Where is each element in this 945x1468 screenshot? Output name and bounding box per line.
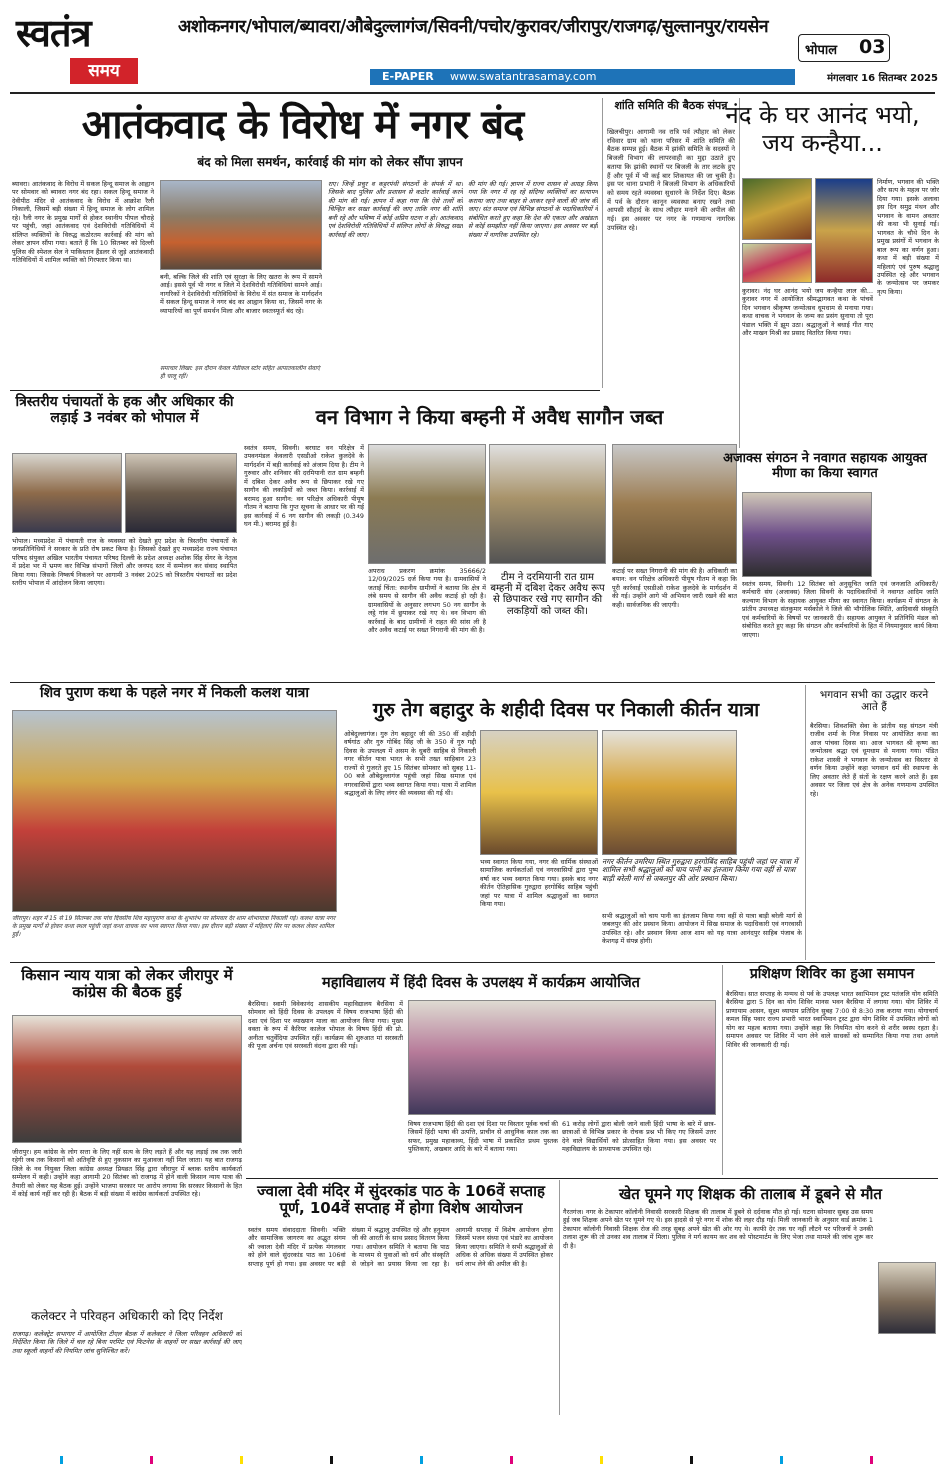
ajak-photo	[742, 492, 872, 577]
kisan-body: जीरापुर। हम कांग्रेस के लोग सत्ता के लिए नहीं सत्य के लिए लड़ते हैं और यह लड़ाई तब तक जारी रहेगी जब तक किसानों को अतिवृष्टि से हुए नुकसान का मुआवजा नहीं मिल जाता। यह बात राजगढ़ जिले के नव नियुक्त जिला कांग्रेस अध्यक्ष प्रियव्रत सिंह द्वारा जीरापुर में ब्लाक स्तरीय कार्यकर्ता सम्मेलन में कही। उन्होंने कहा आगामी 20 सितंबर को राजगढ़ में होने वाली किसान न्याय यात्रा की तैयारी को लेकर यह बैठक हुई। उन्होंने भाजपा सरकार पर आरोप लगाया कि सरकार किसानों के हित में कोई कार्य नहीं कर रही है। बैठक में बड़ी संख्या में कांग्रेस कार्यकर्ता उपस्थित रहे।	[12, 1148, 242, 1199]
logo-line2: समय	[70, 58, 138, 84]
kisan-meeting-photo	[12, 1015, 242, 1143]
reg-mark	[60, 1456, 63, 1464]
hindi-students-photo	[408, 1000, 716, 1115]
col-divider	[805, 685, 806, 960]
masthead-rule	[10, 92, 935, 94]
nand-photo-3	[815, 178, 873, 283]
nand-photo-2	[742, 243, 812, 283]
panchayat-headline: त्रिस्तरीय पंचायतों के हक और अधिकार की लड़ाई 3 नवंबर को भोपाल में	[15, 394, 234, 426]
section-rule	[10, 390, 600, 391]
guru-welcome-photo	[602, 730, 737, 855]
logo-line1: स्वतंत्र	[16, 10, 91, 55]
edition-label: भोपाल	[805, 43, 838, 58]
terror-caption: समाचार लिखा: इस दौरान केवल मेडीकल स्टोर सहित आपातकालीन सेवाएं ही चालू रहीं।	[160, 365, 320, 380]
hindi-body-3: 61 करोड़ लोगों द्वारा बोली जाने वाली हिंदी भाषा के बारे में छात्र-छात्राओं से विभिन्न प्रकार के रोचक प्रश्न भी किए गए जिसमें उत्तर देने वाले विद्यार्थियों को प्रोत्साहित किया गया। इस अवसर पर महाविद्यालय के प्राध्यापक उपस्थित रहे।	[562, 1120, 716, 1154]
guru-kirtan-photo	[480, 730, 598, 855]
reg-mark	[600, 1456, 603, 1464]
forest-officials-photo	[489, 444, 606, 564]
peace-body: खिलचीपुर। आगामी नव रात्रि पर्व त्यौहार को लेकर रविवार ग्राम को थाना परिसर में शांति समिति की बैठक सम्पन्न हुई। बैठक में झांकी समिति के सदस्यों ने बिजली विभाग की लापरवाही का मुद्दा उठाते हुए बताया कि झांकी स्थानों पर बिजली के तार लटके हुए हैं और पूर्व में भी कई बार शिकायत की जा चुकी है। इस पर थाना प्रभारी ने बिजली विभाग के अधिकारियों को समय रहते व्यवस्था सुधारने के निर्देश दिए। बैठक में पर्व के दौरान कानून व्यवस्था बनाए रखने तथा आपसी सौहार्द के साथ त्यौहार मनाने की अपील की गई। इस अवसर पर नगर के गणमान्य नागरिक उपस्थित रहे।	[607, 128, 735, 232]
shiv-caption: जीरापुर। शहर में 15 से 19 सितम्बर तक पांच दिवसीय शिव महापुराण कथा के शुभारंभ पर सोमवार देर शाम शोभायात्रा निकाली गई। कलश यात्रा नगर के प्रमुख मार्गों से होकर कथा स्थल पहुंची जहां कथा वाचक का भव्य स्वागत किया गया। इस दौरान बड़ी संख्या में महिलाएं सिर पर कलश लेकर शामिल हुईं।	[12, 915, 336, 938]
hindi-body-1: बैरसिया। स्वामी विवेकानंद शासकीय महाविद्यालय बैरसिया में सोमवार को हिंदी दिवस के उपलक्ष्य में विषय राजभाषा हिंदी की दशा एवं दिशा पर व्याख्यान माला का आयोजन किया गया। मुख्य वक्ता के रूप में कैरियर कालेज भोपाल के विषय हिंदी की प्रो. अनीता चतुर्वेदिया उपस्थित रहीं। कार्यक्रम की शुरुआत मां सरस्वती की पूजा अर्चना एवं सरस्वती वंदना द्वारा की गई।	[248, 1000, 403, 1051]
terror-rally-photo	[160, 180, 322, 270]
ajak-body: स्वतंत्र समय, सिवनी। 12 सितंबर को अनुसूचित जाति एवं जनजाति अधिकारी/कर्मचारी संघ (अजाक्स) जिला सिवनी के पदाधिकारियों ने नवागत आदिम जाति कल्याण विभाग के सहायक आयुक्त मीणा का स्वागत किया। कार्यक्रम में संगठन के प्रांतीय उपाध्यक्ष संतकुमार मर्सकोले ने जिले की भौगोलिक स्थिति, आदिवासी संस्कृति एवं कर्मचारियों के विषयों पर जानकारी दी। सहायक आयुक्त ने प्रतिनिधि मंडल को संबोधित करते हुए कहा कि संगठन और कर्मचारियों के हित में नियमानुसार कार्य किया जाएगा।	[742, 580, 938, 639]
guru-headline: गुरु तेग बहादुर के शहीदी दिवस पर निकाली कीर्तन यात्रा	[372, 699, 760, 721]
panchayat-photo-1	[12, 453, 122, 533]
panchayat-photo-2	[125, 453, 237, 533]
guru-body-3: सभी श्रद्धालुओं को चाय पानी का इंतजाम किया गया वहीं से यात्रा बाड़ी बरेली मार्ग से जबलपुर की ओर प्रस्थान किया। आयोजन में सिख समाज के पदाधिकारी एवं नगरवासी उपस्थित रहे। और प्रस्थान किया आज शाम को यह यात्रा आनंदपुर साहिब पंजाब के केशगढ़ में संपन्न होगी।	[602, 912, 802, 946]
hindi-headline: महाविद्यालय में हिंदी दिवस के उपलक्ष्य में कार्यक्रम आयोजित	[322, 975, 640, 991]
cities-line: अशोकनगर/भोपाल/ब्यावरा/औबेदुल्लागंज/सिवनी/पचोर/कुरावर/जीरापुर/राजगढ़/सुल्तानपुर/रायसेन	[178, 17, 769, 37]
guru-body-1: ओबेदुल्लागंज। गुरु तेग बहादुर जी की 350 वीं शहीदी वर्षगांठ और गुरु गोबिंद सिंह जी के 350 वें गुरु गद्दी दिवस के उपलक्ष्य में असम के धुबरी साहिब से निकाली नगर कीर्तन यात्रा भारत के सभी तख्त साहिबान 23 राज्यों से गुजरते हुए 15 सितंबर सोमवार को सुबह 11-00 बजे औबेदुल्लागंज पहुंची जहां सिख समाज एवं नगरवासियों द्वारा भव्य स्वागत किया गया। यात्रा में शामिल श्रद्धालुओं के लिए लंगर की व्यवस्था की गई थी।	[344, 730, 476, 798]
guru-body-2: भव्य स्वागत किया गया, नगर की धार्मिक संस्थाओं सामाजिक कार्यकर्ताओं एवं नगरवासियों द्वारा पुष्प वर्षा कर भव्य स्वागत किया गया। इसके बाद नगर कीर्तन ऐतिहासिक गुरुद्वारा हरगोबिंद साहिब पहुंची जहां पर यात्रा में शामिल श्रद्धालुओं का स्वागत किया गया।	[480, 858, 598, 909]
section-rule	[10, 962, 935, 963]
forest-team-photo	[368, 444, 486, 564]
col-divider	[722, 965, 723, 1175]
nand-body-1: कुरावर। नंद घर आनंद भयो जय कन्हैया लाल की... कुरावर नगर में आयोजित श्रीमद्भागवत कथा के पांचवें दिन भगवान श्रीकृष्ण जन्मोत्सव धूमधाम से मनाया गया। कथा वाचक ने भगवान के जन्म का प्रसंग सुनाया तो पूरा पंडाल भक्ति में झूम उठा। श्रद्धालुओं ने बधाई गीत गाए और माखन मिश्री का प्रसाद वितरित किया गया।	[742, 287, 873, 338]
terror-body-4: की मांग की गई। ज्ञापन में राज्य शासन से आग्रह किया गया कि नगर में रह रहे संदिग्ध व्यक्तियों का सत्यापन कराया जाए तथा बाहर से आकर रहने वालों की जांच की जाए। संत समाज एवं विभिन्न संगठनों के पदाधिकारियों ने संबोधित करते हुए कहा कि देश की एकता और अखंडता से कोई समझौता नहीं किया जाएगा। इस अवसर पर बड़ी संख्या में नागरिक उपस्थित रहे।	[468, 180, 598, 239]
forest-callout: टीम ने दरमियानी रात ग्राम बम्हनी में दबिश देकर अवैध रूप से छिपाकर रखे गए सागौन की लकड़ियों को जब्त की।	[490, 572, 605, 617]
epaper-label: E-PAPER	[382, 70, 434, 83]
transport-headline: कलेक्टर ने परिवहन अधिकारी को दिए निर्देश	[31, 1309, 223, 1323]
nand-photo-1	[742, 178, 812, 240]
jwala-body: स्वतंत्र समय संवाददाता सिवनी। भक्ति और सामाजिक जागरण का अद्भुत संगम श्री ज्वाला देवी मंदिर में प्रत्येक मंगलवार को होने वाले सुंदरकांड पाठ का 106वां सप्ताह पूर्ण हो गया। इस अवसर पर बड़ी संख्या में श्रद्धालु उपस्थित रहे और हनुमान जी की आरती के साथ प्रसाद वितरण किया गया। आयोजन समिति ने बताया कि पाठ के माध्यम से युवाओं को धर्म और संस्कृति से जोड़ने का प्रयास किया जा रहा है। आगामी सप्ताह में विशेष आयोजन होगा जिसमें भजन संध्या एवं भंडारे का आयोजन किया जाएगा। समिति ने सभी श्रद्धालुओं से अधिक से अधिक संख्या में उपस्थित होकर धर्म लाभ लेने की अपील की है।	[248, 1226, 553, 1268]
panchayat-body: भोपाल। मध्यप्रदेश में पंचायती राज के व्यवस्था को देखते हुए प्रदेश के त्रिस्तरीय पंचायतों के जनप्रतिनिधियों ने सरकार के प्रति रोष प्रकट किया है। जिसको देखते हुए मध्यप्रदेश राज्य पंचायत परिषद संयुक्त अखिल भारतीय पंचायत परिषद दिल्ली के प्रदेश अध्यक्ष अशोक सिंह सेंगर के नेतृत्व में प्रदेश भर में भ्रमण कर विभिन्न संभागों जिलों और जनपद स्तर में सम्मेलन कर संवाद स्थापित किया गया। जिसके निष्कर्ष निकलने पर आगामी 3 नवंबर 2025 को त्रिस्तरीय पंचायतों का प्रदेश स्तरीय भोपाल में आंदोलन किया जाएगा।	[12, 537, 237, 588]
training-headline: प्रशिक्षण शिविर का हुआ समापन	[749, 966, 915, 982]
terror-headline: आतंकवाद के विरोध में नगर बंद	[81, 102, 524, 148]
guru-callout: नगर कीर्तन उमरिया स्थित गुरुद्वारा हरगोबिंद साहिब पहुंची जहां पर यात्रा में शामिल सभी श्रद्धालुओं को चाय पानी का इंतजाम किया गया वहीं से यात्रा बाड़ी बरेली मार्ग से जबलपुर की ओर प्रस्थान किया।	[602, 857, 798, 883]
terror-body-2: बनी, बल्कि जिले की शांति एवं सुरक्षा के लिए खतरा के रूप में सामने आई। इससे पूर्व भी नगर व जिले में देशविरोधी गतिविधियां सामने आई। नागरिकों ने देशविरोधी गतिविधियों के विरोध में संत समाज के मार्गदर्शन में सकल हिन्दू समाज ने नगर बंद का आह्वान किया था, जिसमें नगर के व्यापारियों का पूर्ण समर्थन मिला और बाजार स्वतःस्फूर्त बंद रहे।	[160, 273, 322, 315]
section-rule	[246, 1178, 938, 1179]
nand-body-2: निर्माण, भगवान की भक्ति और सत्य के महत्व पर जोर दिया गया। इसके अलावा इस दिन समुद्र मंथन और भगवान के वामन अवतार की कथा भी सुनाई गई। भागवत के चौथे दिन के प्रमुख प्रसंगों में भगवान के बाल रूप का वर्णन हुआ। कथा में बड़ी संख्या में महिलाएं एवं पुरुष श्रद्धालु उपस्थित रहे और भगवान के जन्मोत्सव पर जमकर नृत्य किया।	[877, 178, 939, 296]
kisan-headline: किसान न्याय यात्रा को लेकर जीरापुर में कांग्रेस की बैठक हुई	[21, 966, 233, 1001]
peace-headline: शांति समिति की बैठक संपन्न	[614, 99, 728, 112]
bhagwan-body: बैरसिया। शिवशक्ति सेवा के प्रांतीय सह संगठन मंत्री राजीव शर्मा के निज निवास पर आयोजित कथा का आज पांचवा दिवस था। आज भागवत श्री कृष्ण का जन्मोत्सव श्रद्धा एवं धूमधाम से मनाया गया। पंडित राकेश शास्त्री ने भगवान के जन्मोत्सव का विस्तार से वर्णन किया उन्होंने कहा भगवान धर्म की स्थापना के लिए अवतार लेते हैं संतों के रक्षण करने आते हैं। इस अवसर पर जिला एवं क्षेत्र के अनेक गणमान्य उपस्थित रहे।	[810, 722, 938, 798]
training-body: बैरसिया। सात सप्ताह के मन्मथ से पर्व के उपलक्ष भारत स्वाभिमान ट्रस्ट पतंजलि योग समिति बैरसिया द्वारा 5 दिन का योग शिविर मानस भवन बैरसिया में लगाया गया। योग शिविर में प्राणायाम आसन, सूक्ष्म व्यायाम प्रतिदिन सुबह 7:00 से 8:30 तक कराया गया। योगाचार्य कमल सिंह पवार राज्य प्रभारी भारत स्वाभिमान ट्रस्ट द्वारा योग शिविर में उपस्थित लोगों को योग का महत्व बताया गया। उन्होंने कहा कि नियमित योग करने से शरीर स्वस्थ रहता है। समापन अवसर पर शिविर में भाग लेने वाले साधकों को सम्मानित किया गया तथा अगले शिविर की जानकारी दी गई।	[726, 990, 938, 1049]
page-number: 03	[859, 36, 886, 58]
terror-body-3: राए। जिन्हें प्रचुर व कट्टरपंथी संगठनों के संपर्क में था। जिसके बाद पुलिस और प्रशासन से कठोर कार्रवाई करने की मांग की गई। ज्ञापन में कहा गया कि ऐसे तत्वों को चिन्हित कर सख्त कार्रवाई की जाए ताकि नगर की शांति बनी रहे और भविष्य में कोई अप्रिय घटना न हो। आतंकवाद एवं देशविरोधी गतिविधियों में संलिप्त लोगों के विरुद्ध सख्त कार्रवाई की जाए।	[328, 180, 463, 239]
forest-body-1: स्वतंत्र समय, सिवनी। बरघाट वन परिक्षेत्र में उपवनमंडल केवलारी एसडीओ राकेश कुलदेवे के मार्गदर्शन में बड़ी कार्रवाई को अंजाम दिया है। टीम ने गुरुवार और शनिवार की दरमियानी रात ग्राम बम्हनी में दबिश देकर अवैध रूप से छिपाकर रखे गए सागौन की लकड़ियों को जब्त किया। कार्रवाई में बरामद हुआ सागौन: वन परिक्षेत्र अधिकारी पीयूष गौतम ने बताया कि गुप्त सूचना के आधार पर की गई इस कार्रवाई में 6 नग सागौन की लकड़ी (0.349 घन मी.) बरामद हुई है।	[244, 444, 364, 529]
nand-headline: नंद के घर आनंद भयो, जय कन्हैया...	[725, 101, 920, 157]
section-rule	[10, 682, 935, 683]
col-divider	[559, 1180, 560, 1415]
transport-body: राजगढ़। कलेक्ट्रेट सभागार में आयोजित टीएल बैठक में कलेक्टर ने जिला परिवहन अधिकारी को निर्देशित किया कि जिले में चल रहे बिना परमिट एवं फिटनेस के वाहनों पर सख्त कार्रवाई की जाए तथा स्कूली वाहनों की नियमित जांच सुनिश्चित करें।	[12, 1330, 242, 1355]
logo	[12, 8, 162, 90]
website-link[interactable]: www.swatantrasamay.com	[450, 70, 597, 83]
reg-mark	[420, 1456, 423, 1464]
reg-mark	[870, 1456, 873, 1464]
reg-mark	[780, 1456, 783, 1464]
teacher-body: गैरतगंज। नगर के टेकापार कॉलोनी निवासी सरकारी शिक्षक की तालाब में डूबने से दर्दनाक मौत हो गई। घटना सोमवार सुबह उस समय हुई जब शिक्षक अपने खेत पर घूमने गए थे। इस हादसे से पूरे नगर में शोक की लहर दौड़ गई। मिली जानकारी के अनुसार वार्ड क्रमांक 1 टेकापार कॉलोनी निवासी शिक्षक रोज की तरह सुबह अपने खेत की ओर गए थे। काफी देर तक घर नहीं लौटने पर परिजनों ने उनकी तलाश शुरू की तो उनका शव तालाब में मिला। पुलिस ने मर्ग कायम कर शव को पोस्टमार्टम के लिए भेजा तथा मामले की जांच शुरू कर दी है।	[563, 1208, 873, 1250]
shiv-procession-photo	[12, 710, 337, 912]
date-line: मंगलवार 16 सितम्बर 2025	[827, 73, 938, 84]
reg-mark	[240, 1456, 243, 1464]
terror-subhead: बंद को मिला समर्थन, कार्रवाई की मांग को लेकर सौंपा ज्ञापन	[197, 155, 463, 169]
edition-badge	[798, 34, 890, 62]
shiv-headline: शिव पुराण कथा के पहले नगर में निकली कलश यात्रा	[39, 685, 310, 701]
forest-headline: वन विभाग ने किया बम्हनी में अवैध सागौन जब्त	[315, 405, 664, 429]
col-divider	[602, 98, 603, 388]
forest-body-3: कटाई पर सख्त निगरानी की मांग की है। अधिकारी का बयान: वन परिक्षेत्र अधिकारी पीयूष गौतम ने कहा कि पूरी कार्रवाई एसडीओ राकेश कुलदेवे के मार्गदर्शन में की गई। उन्होंने आगे भी अभियान जारी रखने की बात कही। सार्वजनिक की जाएगी।	[612, 567, 737, 609]
teacher-headline: खेत घूमने गए शिक्षक की तालाब में डूबने से मौत	[619, 1185, 882, 1203]
forest-body-2: अपराध प्रकरण क्रमांक 35666/2 12/09/2025 दर्ज किया गया है। ग्रामवासियों ने जताई चिंता: स्थानीय ग्रामीणों ने बताया कि क्षेत्र में लंबे समय से सागौन की अवैध कटाई हो रही है। ग्रामवासियों के अनुसार लगभग 50 नग सागौन के लट्ठे गांव में छुपाकर रखे गए थे। वन विभाग की कार्रवाई के बाद ग्रामीणों ने राहत की सांस ली है और अवैध कटाई पर सख्त निगरानी की मांग की है।	[368, 567, 486, 635]
reg-mark	[690, 1456, 693, 1464]
jwala-headline: ज्वाला देवी मंदिर में सुंदरकांड पाठ के 106वें सप्ताह पूर्ण, 104वें सप्ताह में होगा विशेष आयोजन	[257, 1182, 545, 1217]
color-registration-strip	[0, 1456, 945, 1464]
teacher-portrait	[878, 1262, 936, 1334]
reg-mark	[150, 1456, 153, 1464]
reg-mark	[330, 1456, 333, 1464]
masthead	[0, 0, 945, 100]
terror-body-1: ब्यावरा। आतंकवाद के विरोध में सकल हिन्दू समाज के आह्वान पर सोमवार को ब्यावरा नगर बंद रहा। सकल हिन्दू समाज ने देवीपीठ मंदिर से आतंकवाद के विरोध में आक्रोश रैली निकाली, जिसमें बड़ी संख्या में हिन्दू समाज के लोग शामिल रहे। रैली नगर के प्रमुख मार्गों से होकर स्थानीय पीपल चौराहे पर पहुंची, जहां आतंकवाद एवं देशविरोधी गतिविधियों में संलिप्त व्यक्तियों के विरुद्ध कठोरतम कार्रवाई की मांग को लेकर ज्ञापन सौंपा गया। बताते हैं कि 10 सितम्बर को दिल्ली पुलिस की स्पेशल सेल ने पाकिस्तान हैंडलर से जुड़े आतंकवादी गतिविधियों में शामिल व्यक्ति को गिरफ्तार किया था।	[12, 180, 154, 265]
ajak-headline: अजाक्स संगठन ने नवागत सहायक आयुक्त मीणा का किया स्वागत	[723, 451, 927, 481]
hindi-body-2: विषय राजभाषा हिंदी की दशा एवं दिशा पर विस्तार पूर्वक चर्चा की जिसमें हिंदी भाषा की उत्पत्ति, प्राचीन से आधुनिक काल तक का सफर, प्रमुख महाकाव्य, हिंदी भाषा में प्रकाशित प्रथम पुस्तक पुस्तिकाएं, अखबार आदि के बारे में बताया गया।	[408, 1120, 558, 1154]
reg-mark	[510, 1456, 513, 1464]
bhagwan-headline: भगवान सभी का उद्धार करने आते हैं	[819, 689, 929, 713]
